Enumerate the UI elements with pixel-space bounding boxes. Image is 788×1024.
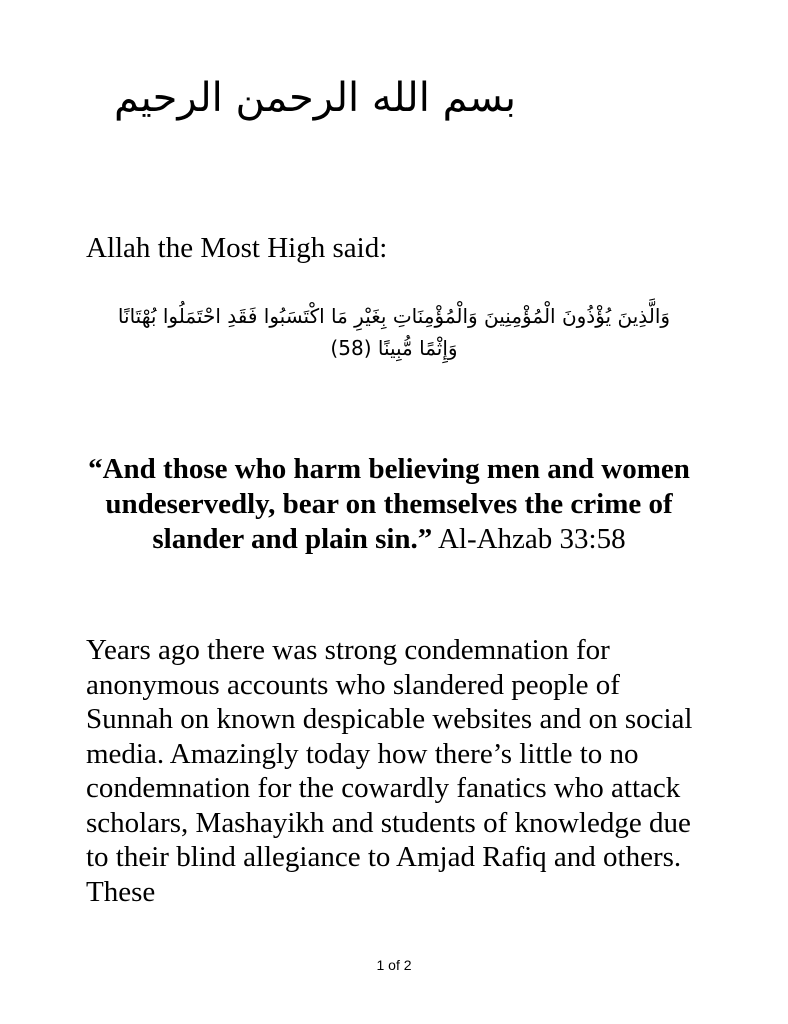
basmala-calligraphy: بسم الله الرحمن الرحيم (113, 75, 516, 121)
verse-reference: Al-Ahzab 33:58 (432, 523, 626, 555)
page-number: 1 of 2 (376, 957, 412, 973)
intro-line: Allah the Most High said: (86, 232, 388, 264)
body-paragraph: Years ago there was strong condemnation for anonymous accounts who slandered people of Sunnah on known despicable websites and on social media. Amazingly today how there’s little to no condemnation for the cowardly fanatics who attack scholars, Mashayikh and students of knowledge due to their blind allegiance to Amjad Rafiq and others. These (86, 634, 693, 908)
quran-verse-arabic: وَالَّذِينَ يُؤْذُونَ الْمُؤْمِنِينَ وَالْمُؤْمِنَاتِ بِغَيْرِ مَا اكْتَسَبُوا فَقَدِ احْتَمَلُوا بُهْتَانًا وَإِثْمًا مُّبِينًا (58) (117, 304, 671, 360)
verse-translation (86, 452, 692, 557)
translation-quote: “And those who harm believing men and women undeservedly, bear on themselves the crime of slander and plain sin.” (88, 453, 690, 555)
